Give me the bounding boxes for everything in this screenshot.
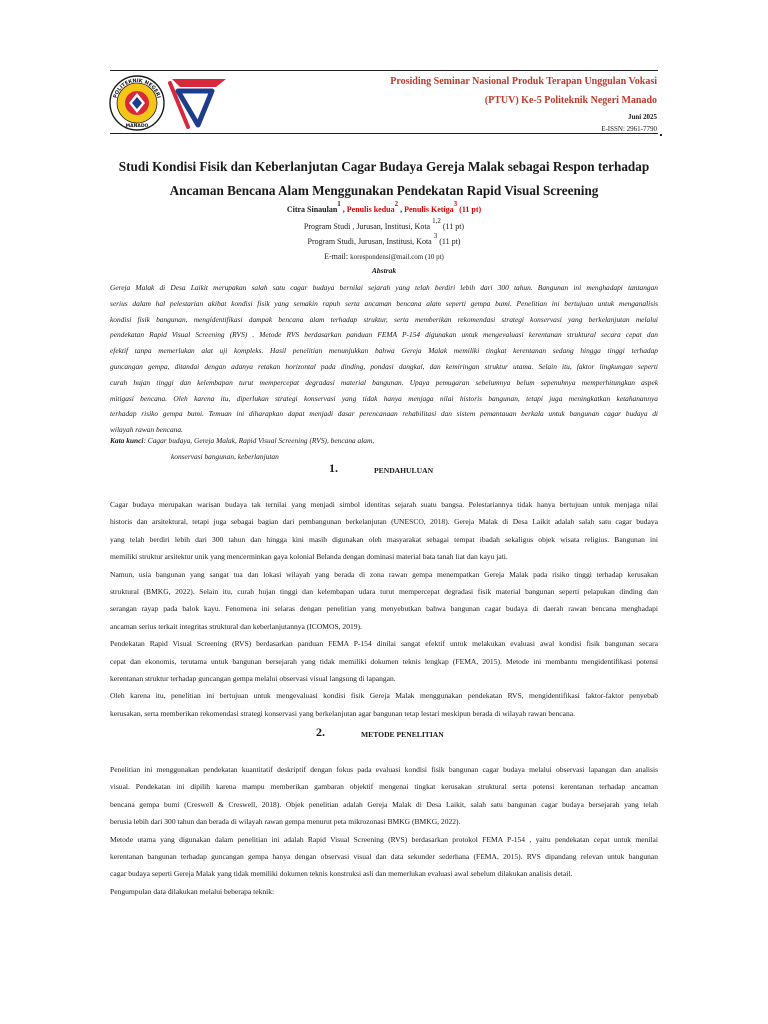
affiliation-2: [105, 232, 663, 246]
abstract-line: pendekatan Rapid Visual Screening (RVS) . Metode RVS berdasarkan panduan FEMA P-154 digunakan untuk mengevaluasi kerentanan struktural secara cepat dan: [110, 330, 658, 340]
header-top-rule: [110, 70, 658, 71]
conference-title-line1: Prosiding Seminar Nasional Produk Terapan Unggulan Vokasi: [390, 76, 657, 87]
abstract-body: [110, 280, 658, 438]
author-2: Penulis kedua: [346, 205, 395, 214]
logo-text-top: POLITEKNIK NEGERI: [112, 77, 162, 100]
author-list: [105, 200, 663, 214]
paragraph-line: kerentanan struktur terhadap guncangan gempa melalui observasi visual langsung di lapangan.: [110, 673, 396, 683]
abstract-line: wilayah rawan bencana.: [110, 425, 183, 435]
paragraph-line: ancaman serius terkait integritas struktural dan keberlanjutannya (ICOMOS, 2019).: [110, 621, 362, 631]
section-2-number: 2.: [316, 725, 325, 739]
email-line: [105, 252, 663, 261]
section-1-number: 1.: [329, 461, 338, 475]
paragraph-line: cepat dan ekonomis, terutama untuk bangunan bersejarah yang tidak memiliki dokumen teknis lengkap (FEMA, 2015). Metode ini membantu mengidentifikasi potensi: [110, 656, 658, 666]
header-dot: [660, 134, 662, 136]
issn-number: E-ISSN: 2961-7790: [601, 125, 657, 133]
paragraph-line: struktural (BMKG, 2022). Selain itu, curah hujan tinggi dan kelembapan udara turut mempercepat degradasi fisik material bangunan seperti pelapukan dinding dan: [110, 586, 658, 596]
section-2-title: METODE PENELITIAN: [361, 730, 444, 739]
paper-title-line1: Studi Kondisi Fisik dan Keberlanjutan Cagar Budaya Gereja Malak sebagai Respon terhadap: [118, 159, 650, 174]
paragraph-line: visual. Pendekatan ini dipilih karena mampu memberikan gambaran objektif mengenai tingkat kerusakan struktural serta potensi kerentanan terhadap ancaman: [110, 782, 658, 792]
keywords-line1: [110, 436, 374, 445]
keywords-label: Kata kunci: [110, 436, 144, 445]
abstract-line: serius dalam hal pelestarian akibat kondisi fisik yang semakin rapuh serta ancaman bencana alam seperti gempa bumi. Penelitian ini bertujuan untuk menganalisis: [110, 298, 658, 308]
vokasi-logo-icon: [170, 79, 226, 127]
affiliation-1-text: Program Studi , Jurusan, Institusi, Kota: [303, 222, 433, 231]
abstract-line: guncangan gempa, ditandai dengan adanya retakan horizontal pada dinding, pondasi dangkal, dan kemiringan struktur utama. Selain itu, faktor lingkungan seperti: [110, 361, 658, 371]
abstract-heading: Abstrak: [371, 266, 397, 275]
paragraph-line: kerusakan, serta memberikan rekomendasi strategi konservasi yang berkelanjutan agar bangunan tetap lestari meskipun berada di wilayah rawan bencana.: [110, 708, 575, 718]
paragraph-line: cagar budaya seperti Gereja Malak yang tidak memiliki dokumen teknis konstruksi asli dan memerlukan evaluasi awal sebelum dilakukan analisis detail.: [110, 869, 573, 879]
author-2-sup: 2: [394, 200, 399, 208]
affiliation-2-size: (11 pt): [437, 237, 461, 246]
author-1-sup: 1: [337, 200, 341, 208]
abstract-line: kondisi fisik bangunan, mengidentifikasi dampak bencana alam terhadap struktur, serta memberikan rekomendasi strategi konservasi yang berkelanjutan melalui: [110, 314, 658, 324]
polimdo-logo-icon: [108, 73, 228, 133]
keywords-line2: konservasi bangunan, keberlanjutan: [171, 452, 279, 461]
author-separator: ,: [340, 205, 347, 214]
paragraph-line: Namun, usia bangunan yang sangat tua dan lokasi wilayah yang berada di zona rawan gempa menempatkan Gereja Malak pada risiko tinggi terhadap kerusakan: [110, 569, 658, 579]
paragraph-line: Metode utama yang digunakan dalam penelitian ini adalah Rapid Visual Screening (RVS) berdasarkan protokol FEMA P-154 , yaitu pendekatan cepat untuk menilai: [110, 834, 658, 844]
affiliation-1-size: (11 pt): [440, 222, 465, 231]
section-1-body: [110, 496, 658, 722]
affiliation-1: [105, 217, 663, 231]
paragraph-line: Oleh karena itu, penelitian ini bertujuan untuk mengevaluasi kondisi fisik Gereja Malak menggunakan pendekatan RVS, mengidentifikasi faktor-faktor penyebab: [110, 691, 658, 701]
keywords-text: : Cagar budaya, Gereja Malak, Rapid Visual Screening (RVS), bencana alam,: [143, 436, 375, 445]
affiliation-1-sup: 1,2: [432, 217, 441, 225]
paragraph-line: serangan rayap pada balok kayu. Fenomena ini selaras dengan penelitian yang menyebutkan bahwa bangunan cagar budaya di daerah rawan bencana menghadapi: [110, 604, 658, 614]
email-value[interactable]: korespondensi@mail.com (10 pt): [350, 253, 444, 261]
affiliation-2-text: Program Studi, Jurusan, Institusi, Kota: [307, 237, 434, 246]
paragraph-line: kerentanan bangunan terhadap guncangan gempa hanya dengan observasi visual dan data sekunder sederhana (FEMA, 2015). RVS dipandang relevan untuk bangunan: [110, 851, 658, 861]
section-2-body: [110, 761, 658, 900]
author-3: Penulis Ketiga: [404, 205, 454, 214]
paragraph-line: historis dan arsitektural, tetapi juga sebagai bagian dari pembangunan berkelanjutan (UNESCO, 2018). Gereja Malak di Desa Laikit adalah salah satu cagar budaya: [110, 517, 658, 527]
abstract-line: Gereja Malak di Desa Laikit merupakan salah satu cagar budaya bernilai sejarah yang telah berdiri lebih dari 300 tahun. Bangunan ini menghadapi tantangan: [110, 283, 658, 292]
logo-text-bottom: MANADO: [125, 124, 149, 129]
paragraph-line: Cagar budaya merupakan warisan budaya tak ternilai yang menjadi simbol identitas sejarah suatu bangsa. Pelestariannya tidak hanya bertujuan untuk menjaga nilai: [110, 500, 658, 509]
conference-title-line2: (PTUV) Ke-5 Politeknik Negeri Manado: [484, 95, 657, 106]
author-size-note: (11 pt): [457, 205, 482, 214]
header-logos: [108, 73, 228, 133]
abstract-line: mitigasi bencana. Oleh karena itu, diperlukan strategi konservasi yang tidak hanya menjaga nilai historis bangunan, tetapi juga meningkatkan ketahanannya: [110, 393, 658, 403]
paragraph-line: yang telah berdiri lebih dari 300 tahun dan hingga kini masih digunakan oleh masyarakat sebagai tempat ibadah sekaligus objek wisata religius. Bangunan ini: [110, 534, 658, 544]
author-separator: ,: [398, 205, 405, 214]
author-3-sup: 3: [453, 200, 458, 208]
paragraph-line: bencana gempa bumi (Creswell & Creswell, 2018). Objek penelitian adalah Gereja Malak di Desa Laikit, salah satu bangunan cagar budaya bersejarah yang telah: [110, 799, 658, 809]
paragraph-line: memiliki struktur arsitektur unik yang mencerminkan gaya kolonial Belanda dengan dominasi material bata tanah liat dan kayu jati.: [110, 552, 508, 562]
section-1-title: PENDAHULUAN: [374, 466, 434, 475]
abstract-line: efektif tanpa memerlukan alat uji kompleks. Hasil penelitian menunjukkan bahwa Gereja Malak memiliki tingkat kerentanan sedang hingga tinggi terhadap: [110, 346, 658, 356]
email-label: E-mail:: [324, 252, 351, 261]
abstract-line: terhadap risiko gempa bumi. Temuan ini diharapkan dapat menjadi dasar perencanaan rehabilitasi dan sistem pemantauan berkala untuk bangunan cagar budaya di: [110, 409, 658, 419]
paragraph-line: Penelitian ini menggunakan pendekatan kuantitatif deskriptif dengan fokus pada evaluasi kondisi fisik bangunan cagar budaya melalui observasi lapangan dan analisis: [110, 765, 658, 774]
paragraph-line: Pengumpulan data dilakukan melalui beberapa teknik:: [110, 886, 275, 896]
paper-title-line2: Ancaman Bencana Alam Menggunakan Pendekatan Rapid Visual Screening: [169, 183, 599, 198]
paragraph-line: berusia lebih dari 300 tahun dan berada di wilayah rawan gempa menurut peta mikrozonasi BMKG (BMKG, 2022).: [110, 817, 461, 827]
abstract-line: curah hujan tinggi dan kelembapan turut mempercepat degradasi material bangunan. Upaya pemugaran sebelumnya belum sepenuhnya memperhitungkan aspek: [110, 377, 658, 387]
publication-date: Juni 2025: [628, 113, 657, 121]
header-bottom-rule: [110, 133, 658, 134]
affiliation-2-sup: 3: [433, 232, 438, 240]
author-1: Citra Sinaulan: [286, 205, 338, 214]
paragraph-line: Pendekatan Rapid Visual Screening (RVS) berdasarkan panduan FEMA P-154 dinilai sangat efektif untuk melakukan evaluasi awal kondisi fisik bangunan secara: [110, 639, 658, 649]
